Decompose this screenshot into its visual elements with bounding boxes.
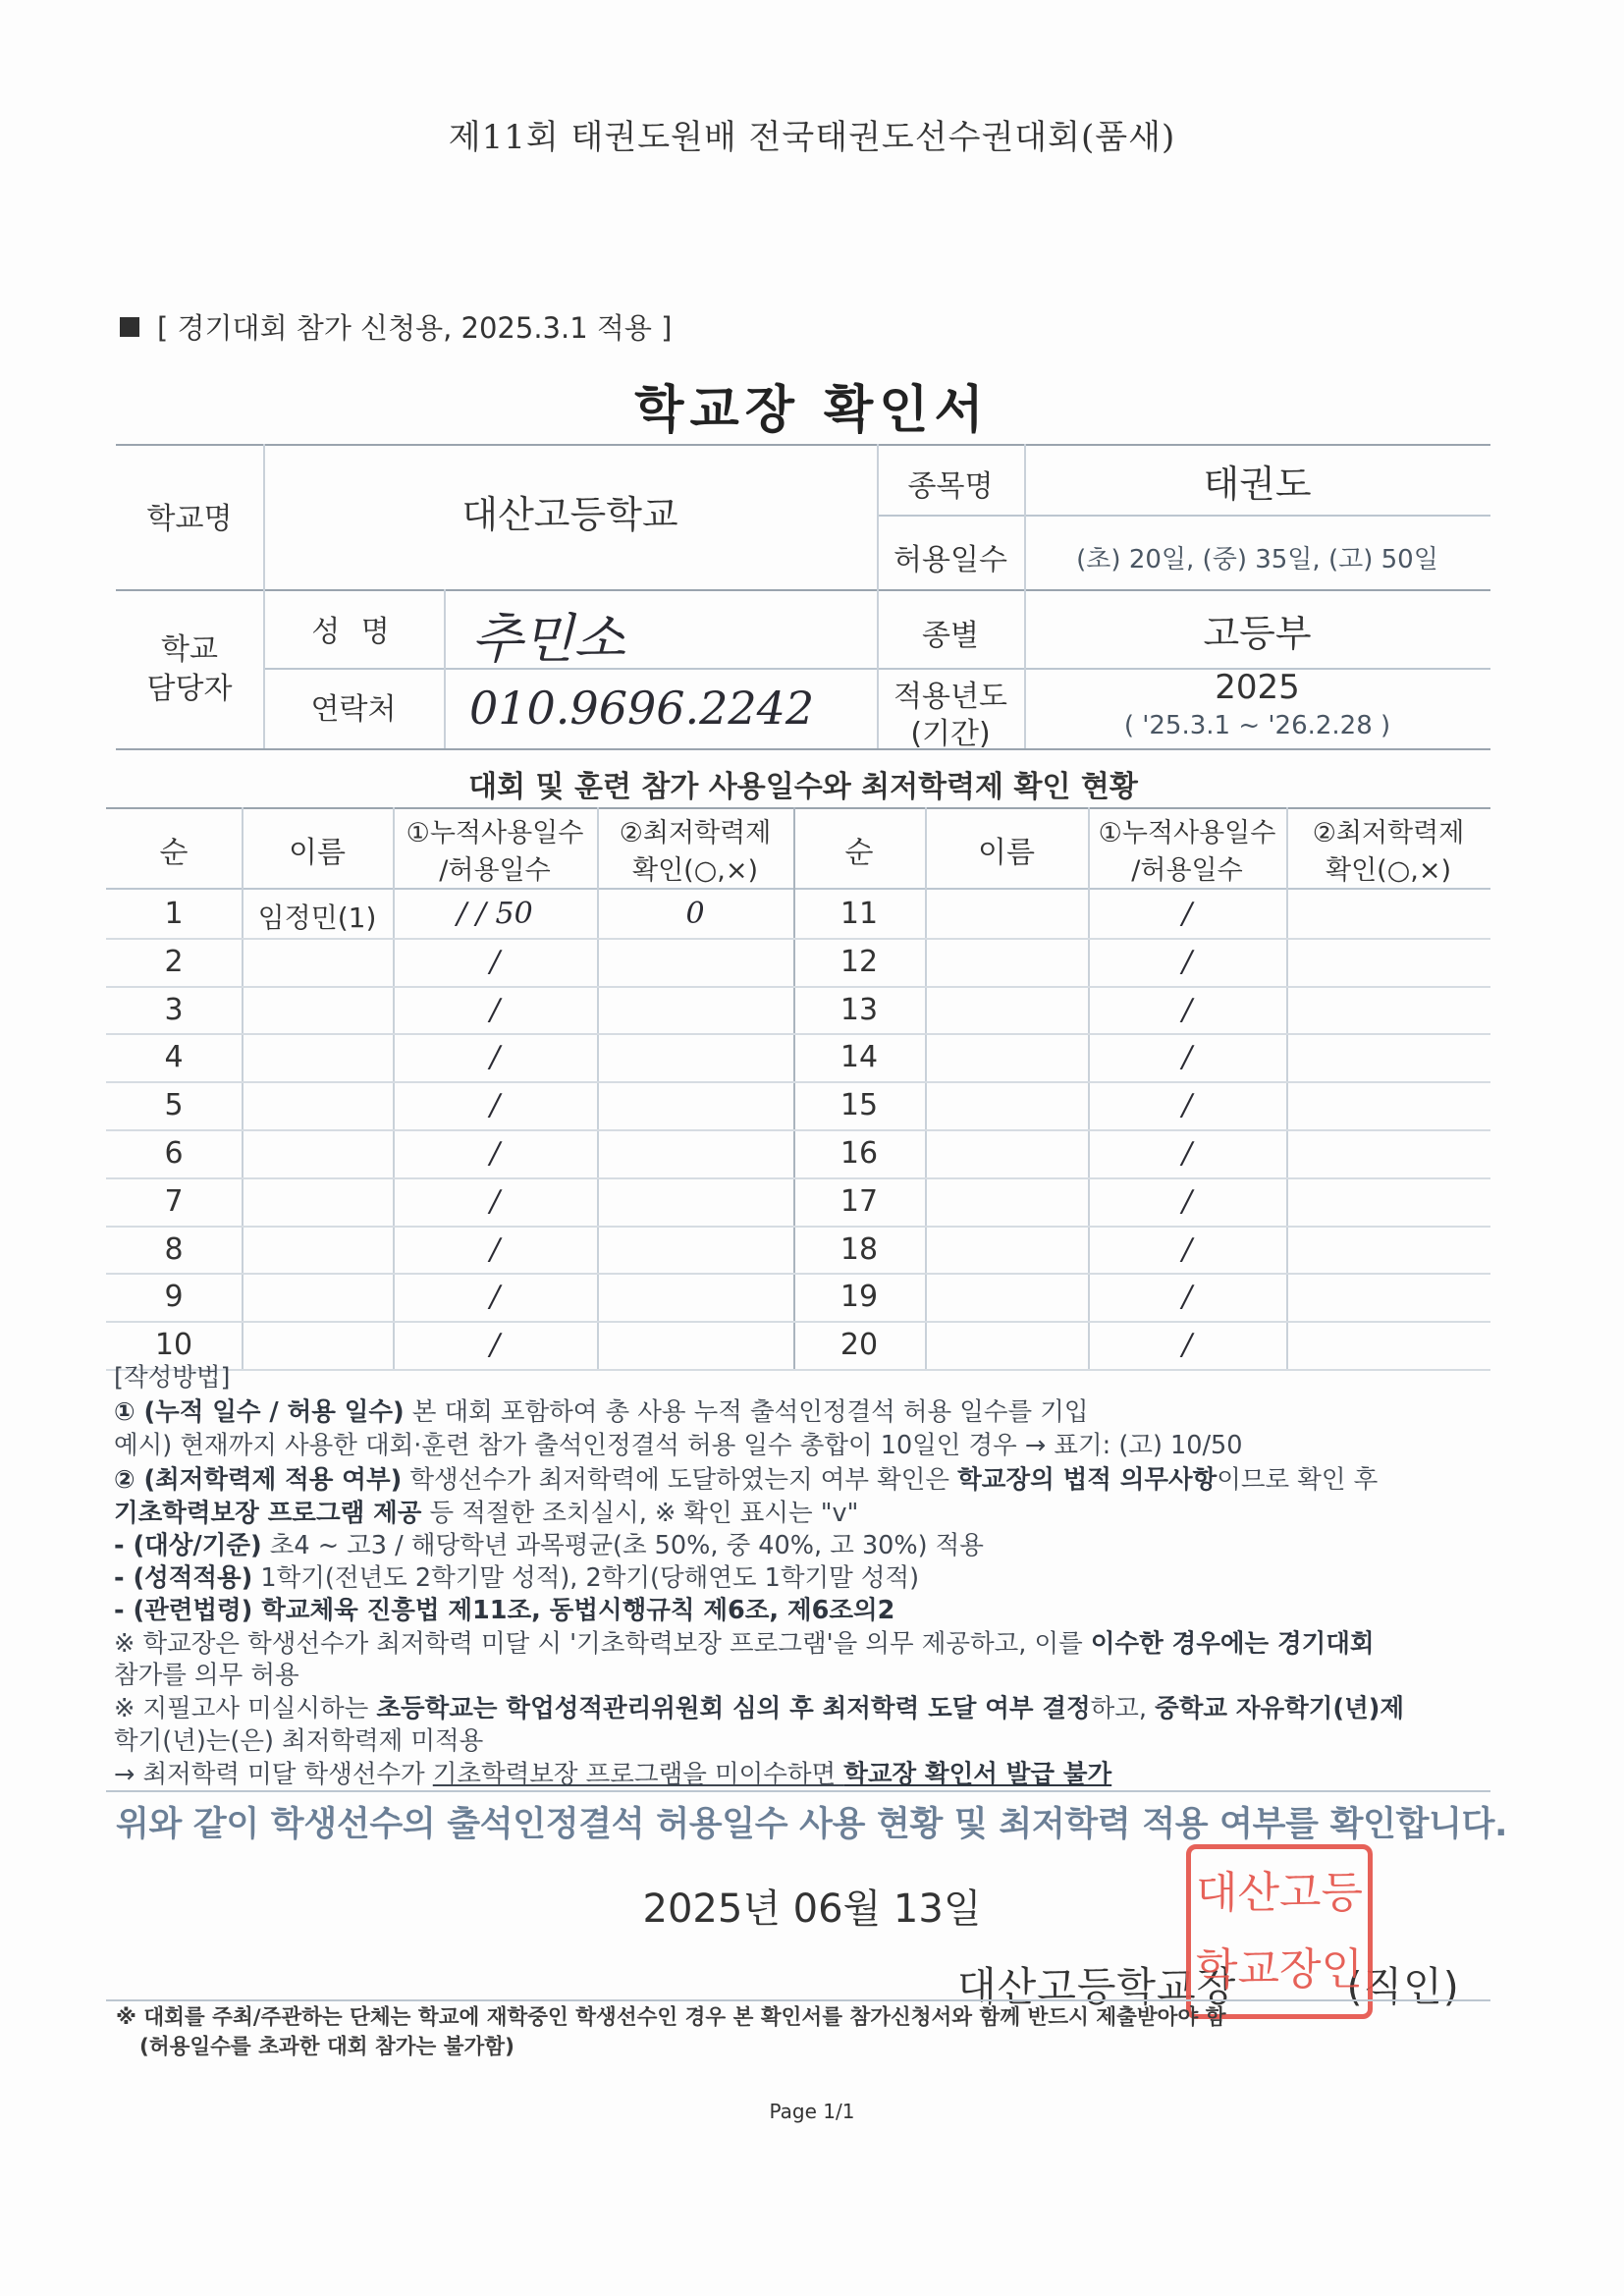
status-left-row-3-days: / <box>489 993 501 1027</box>
instruction-5-text: 초4 ~ 고3 / 해당학년 과목평균(초 50%, 중 40%, 고 30%) 적용 <box>261 1531 984 1560</box>
instruction-line-9: 참가를 의무 허용 <box>114 1661 299 1690</box>
instruction-line-10 <box>114 1689 1404 1724</box>
status-row-rule <box>793 986 1490 988</box>
status-left-row-4-days: / <box>489 1040 501 1074</box>
year-label-line2: (기간) <box>910 717 991 751</box>
instruction-12-emph: 학교장 확인서 발급 불가 <box>843 1760 1112 1789</box>
principal-name: 대산고등학교장 <box>957 1963 1237 2010</box>
status-left-row-1-min: 0 <box>685 897 705 931</box>
status-right-row-2-days: / <box>1181 945 1193 979</box>
status-row-rule <box>106 986 793 988</box>
status-left-row-9-days: / <box>489 1280 501 1314</box>
instruction-3-key: ② (최저학력제 적용 여부) <box>114 1465 403 1495</box>
instruction-line-1 <box>114 1393 1089 1428</box>
info-bottom-rule <box>116 748 1490 750</box>
status-row-rule <box>106 1273 793 1275</box>
school-name-label: 학교명 <box>146 502 233 536</box>
header-days-right-1: ①누적사용일수 <box>1098 818 1276 848</box>
status-left-row-7-days: / <box>489 1184 501 1219</box>
status-left-row-10-days: / <box>489 1328 501 1362</box>
instruction-8-text: ※ 학교장은 학생선수가 최저학력 미달 시 '기초학력보장 프로그램'을 의무 제공하고, 이를 <box>114 1629 1091 1659</box>
status-left-row-4-no: 4 <box>164 1040 184 1074</box>
status-right-row-3-days: / <box>1181 993 1193 1027</box>
manager-label-line1: 학교 <box>161 632 218 667</box>
status-left-row-5-days: / <box>489 1088 501 1122</box>
issue-date: 2025년 06월 13일 <box>642 1886 982 1932</box>
header-name-left: 이름 <box>289 836 346 870</box>
instructions-bottom-rule <box>106 1790 1490 1792</box>
status-right-row-1-days: / <box>1181 897 1193 931</box>
header-min-left-2: 확인(○,×) <box>632 855 758 886</box>
status-right-row-7-days: / <box>1181 1184 1193 1219</box>
division-label: 종별 <box>922 619 979 653</box>
confirmation-sentence: 위와 같이 학생선수의 출석인정결석 허용일수 사용 현황 및 최저학력 적용 여부를 확인합니다. <box>116 1805 1508 1844</box>
status-left-row-2-days: / <box>489 945 501 979</box>
status-row-rule <box>793 1033 1490 1035</box>
instruction-1-text: 본 대회 포함하여 총 사용 누적 출석인정결석 허용 일수를 기입 <box>404 1397 1089 1427</box>
status-right-row-5-no: 15 <box>839 1088 879 1122</box>
status-right-row-10-no: 20 <box>839 1328 879 1362</box>
school-name-value: 대산고등학교 <box>461 493 678 536</box>
footnote-top-rule <box>106 1999 1490 2001</box>
status-left-row-3-no: 3 <box>164 993 184 1027</box>
header-no-right: 순 <box>844 836 874 870</box>
status-right-row-6-days: / <box>1181 1136 1193 1171</box>
instruction-8-emph: 이수한 경우에는 경기대회 <box>1090 1629 1375 1659</box>
status-left-row-6-no: 6 <box>164 1136 184 1171</box>
status-row-rule <box>793 1226 1490 1228</box>
instruction-6-key: - (성적적용) <box>114 1563 253 1593</box>
status-table-title: 대회 및 훈련 참가 사용일수와 최저학력제 확인 현황 <box>468 770 1138 804</box>
instruction-12-underline: 기초학력보장 프로그램을 미이수하면 <box>432 1760 844 1789</box>
status-row-rule <box>106 938 793 940</box>
status-right-row-8-no: 18 <box>839 1232 879 1267</box>
status-right-row-7-no: 17 <box>839 1184 879 1219</box>
instruction-line-11: 학기(년)는(은) 최저학력제 미적용 <box>114 1726 484 1756</box>
seal-mark-text: (직인) <box>1346 1963 1460 2010</box>
status-left-row-9-no: 9 <box>164 1280 184 1314</box>
header-min-right-1: ②최저학력제 <box>1312 818 1465 848</box>
status-left-row-5-no: 5 <box>164 1088 184 1122</box>
footnote-line-1: ※ 대회를 주최/주관하는 단체는 학교에 재학중인 학생선수인 경우 본 확인서를 참가신청서와 함께 반드시 제출받아야 함 <box>116 2005 1226 2030</box>
instruction-line-8 <box>114 1624 1375 1660</box>
manager-label-line2: 담당자 <box>146 672 233 706</box>
status-row-rule <box>106 1177 793 1179</box>
status-col-divider-l3 <box>597 807 599 1369</box>
status-right-row-10-days: / <box>1181 1328 1193 1362</box>
allowed-days-value: (초) 20일, (중) 35일, (고) 50일 <box>1076 545 1438 574</box>
status-row-rule <box>106 1033 793 1035</box>
seal-text-top: 대산고등 <box>1195 1868 1363 1918</box>
header-no-left: 순 <box>159 836 189 870</box>
instruction-line-5 <box>114 1526 984 1561</box>
info-col-divider-2 <box>444 589 446 748</box>
status-col-divider-r3 <box>1286 807 1288 1369</box>
status-right-row-8-days: / <box>1181 1232 1193 1267</box>
person-name-handwritten: 추민소 <box>471 608 625 670</box>
info-rule-sport <box>877 515 1490 517</box>
status-right-row-9-no: 19 <box>839 1280 879 1314</box>
status-row-rule <box>793 1081 1490 1083</box>
status-row-rule <box>106 1081 793 1083</box>
status-left-row-1-name: 임정민(1) <box>257 902 377 934</box>
instruction-4-key: 기초학력보장 프로그램 제공 <box>114 1499 422 1528</box>
footnote-line-2: (허용일수를 초과한 대회 참가는 불가함) <box>139 2035 514 2059</box>
status-row-rule <box>793 1177 1490 1179</box>
form-tag-text: [ 경기대회 참가 신청용, 2025.3.1 적용 ] <box>157 311 673 345</box>
info-rule-mid <box>116 589 1490 591</box>
footnote <box>116 2003 1225 2062</box>
year-value: 2025 <box>1215 668 1300 707</box>
instruction-10-text: ※ 지필고사 미실시하는 <box>114 1694 377 1723</box>
status-row-rule <box>793 1321 1490 1323</box>
division-value: 고등부 <box>1203 612 1312 655</box>
status-right-row-6-no: 16 <box>839 1136 879 1171</box>
square-bullet-icon <box>120 317 139 337</box>
document-title: 학교장 확인서 <box>634 381 990 440</box>
status-row-rule <box>793 1129 1490 1131</box>
seal-text-bottom: 학교장인 <box>1195 1944 1363 1995</box>
form-tag <box>120 306 672 347</box>
instruction-10-mid: 하고, <box>1090 1694 1156 1723</box>
instructions-heading: [작성방법] <box>114 1363 231 1393</box>
status-row-rule <box>106 1226 793 1228</box>
allowed-days-label: 허용일수 <box>893 543 1007 577</box>
instruction-12-text: → 최저학력 미달 학생선수가 <box>114 1760 433 1789</box>
status-col-divider-l1 <box>242 807 244 1369</box>
official-seal-stamp <box>1186 1844 1373 2019</box>
instruction-line-12 <box>114 1755 1111 1790</box>
page-number: Page 1/1 <box>769 2100 855 2123</box>
instruction-6-text: 1학기(전년도 2학기말 성적), 2학기(당해연도 1학기말 성적) <box>252 1563 920 1593</box>
status-left-row-10-no: 10 <box>154 1328 193 1362</box>
header-days-right-2: /허용일수 <box>1131 855 1243 886</box>
status-left-row-8-days: / <box>489 1232 501 1267</box>
instruction-5-key: - (대상/기준) <box>114 1531 262 1560</box>
status-col-divider-r1 <box>925 807 927 1369</box>
status-left-row-2-no: 2 <box>164 945 184 979</box>
instruction-10-emph: 초등학교는 학업성적관리위원회 심의 후 최저학력 도달 여부 결정 <box>376 1694 1091 1723</box>
header-min-left-1: ②최저학력제 <box>619 818 772 848</box>
instruction-line-6 <box>114 1558 919 1594</box>
status-right-row-1-no: 11 <box>839 897 879 931</box>
instruction-3-tail: 이므로 확인 후 <box>1217 1465 1379 1495</box>
status-right-row-4-no: 14 <box>839 1040 879 1074</box>
instruction-7-text: 학교체육 진흥법 제11조, 동법시행규칙 제6조, 제6조의2 <box>252 1596 895 1625</box>
instruction-3-emph: 학교장의 법적 의무사항 <box>957 1465 1218 1495</box>
instruction-1-key: ① (누적 일수 / 허용 일수) <box>114 1397 405 1427</box>
status-right-row-9-days: / <box>1181 1280 1193 1314</box>
instruction-line-7 <box>114 1591 894 1626</box>
status-right-row-5-days: / <box>1181 1088 1193 1122</box>
contact-handwritten: 010.9696.2242 <box>469 682 815 735</box>
status-top-rule <box>106 807 1490 809</box>
header-days-left-1: ①누적사용일수 <box>406 818 584 848</box>
period-value: ( '25.3.1 ~ '26.2.28 ) <box>1123 711 1391 740</box>
contact-label: 연락처 <box>310 692 397 727</box>
instruction-4-text: 등 적절한 조치실시, ※ 확인 표시는 "v" <box>421 1499 859 1528</box>
status-left-row-1-no: 1 <box>164 897 184 931</box>
status-row-rule <box>106 1321 793 1323</box>
person-name-label: 성 명 <box>311 615 396 649</box>
event-title: 제11회 태권도원배 전국태권도선수권대회(품새) <box>448 118 1176 157</box>
sport-value: 태권도 <box>1203 463 1312 506</box>
instruction-3-text: 학생선수가 최저학력에 도달하였는지 여부 확인은 <box>402 1465 958 1495</box>
header-min-right-2: 확인(○,×) <box>1326 855 1451 886</box>
status-left-row-6-days: / <box>489 1136 501 1171</box>
status-header-rule <box>106 888 1490 890</box>
status-left-row-8-no: 8 <box>164 1232 184 1267</box>
instruction-line-3 <box>114 1460 1378 1496</box>
instruction-10-emph2: 중학교 자유학기(년)제 <box>1155 1694 1405 1723</box>
info-top-rule <box>116 444 1490 446</box>
status-row-rule <box>106 1129 793 1131</box>
status-row-rule <box>793 938 1490 940</box>
header-name-right: 이름 <box>978 836 1035 870</box>
instruction-line-4 <box>114 1494 858 1529</box>
status-right-row-3-no: 13 <box>839 993 879 1027</box>
status-right-row-4-days: / <box>1181 1040 1193 1074</box>
year-label-line1: 적용년도 <box>893 680 1007 714</box>
instruction-line-2: 예시) 현재까지 사용한 대회·훈련 참가 출석인정결석 허용 일수 총합이 10일인 경우 → 표기: (고) 10/50 <box>114 1431 1243 1460</box>
header-days-left-2: /허용일수 <box>439 855 551 886</box>
sport-label: 종목명 <box>907 469 994 504</box>
instruction-7-key: - (관련법령) <box>114 1596 253 1625</box>
status-row-rule <box>793 1273 1490 1275</box>
status-row-rule <box>793 1369 1490 1371</box>
status-left-row-1-days: / / 50 <box>457 897 533 931</box>
status-left-row-7-no: 7 <box>164 1184 184 1219</box>
status-right-row-2-no: 12 <box>839 945 879 979</box>
